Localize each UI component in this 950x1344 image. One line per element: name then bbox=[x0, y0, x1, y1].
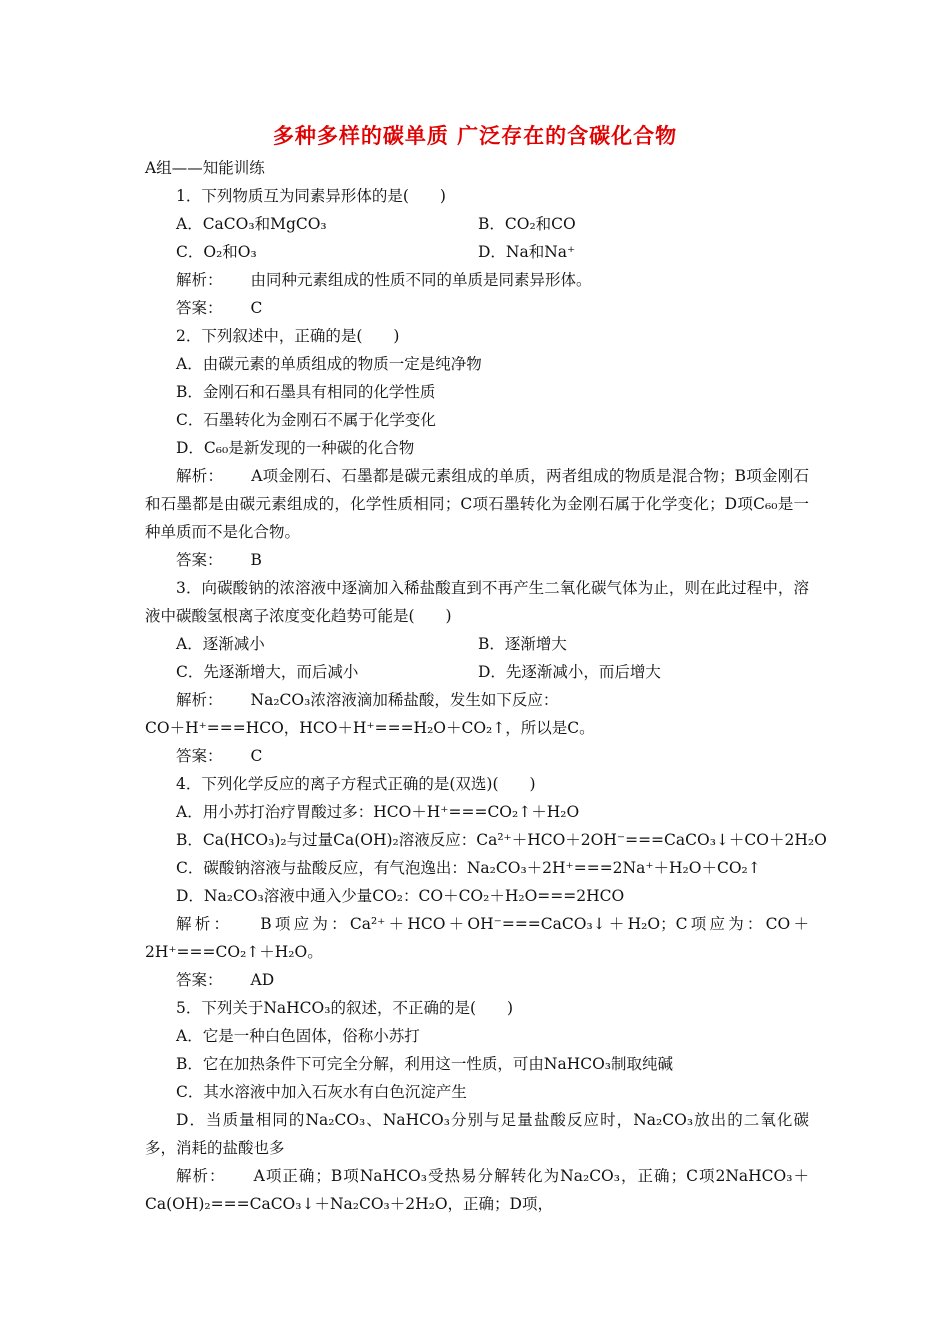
question-5-analysis bbox=[145, 1162, 809, 1218]
answer-label: 答案： bbox=[176, 551, 223, 569]
document-body bbox=[145, 154, 827, 1218]
question-3-option-b: B．逐渐增大 bbox=[478, 635, 567, 653]
question-4-option-b: B．Ca(HCO₃)₂与过量Ca(OH)₂溶液反应：Ca²⁺＋HCO＋2OH⁻===CaCO₃↓＋CO＋2H₂O bbox=[176, 831, 827, 849]
question-1-option-c: C．O₂和O₃ bbox=[176, 243, 257, 261]
question-5-option-b: B．它在加热条件下可完全分解，利用这一性质，可由NaHCO₃制取纯碱 bbox=[176, 1055, 673, 1073]
question-3-options-ab bbox=[145, 630, 809, 658]
question-4-answer bbox=[145, 966, 809, 994]
question-5-option-d: D．当质量相同的Na₂CO₃、NaHCO₃分别与足量盐酸反应时，Na₂CO₃放出的二氧化碳多，消耗的盐酸也多 bbox=[145, 1111, 809, 1157]
analysis-text: A项金刚石、石墨都是碳元素组成的单质，两者组成的物质是混合物；B项金刚石和石墨都是由碳元素组成的，化学性质相同；C项石墨转化为金刚石属于化学变化；D项C₆₀是一种单质而不是化合物。 bbox=[145, 467, 809, 541]
analysis-text: 由同种元素组成的性质不同的单质是同素异形体。 bbox=[250, 271, 592, 289]
question-1-option-d: D．Na和Na⁺ bbox=[478, 243, 576, 261]
question-1-answer bbox=[145, 294, 809, 322]
question-4-analysis bbox=[145, 910, 809, 966]
analysis-text: B项应为：Ca²⁺＋HCO＋OH⁻===CaCO₃↓＋H₂O；C项应为：CO＋2H⁺===CO₂↑＋H₂O。 bbox=[145, 915, 809, 961]
answer-label: 答案： bbox=[176, 299, 223, 317]
analysis-label: 解析： bbox=[176, 1167, 226, 1185]
question-2-analysis bbox=[145, 462, 809, 546]
question-3-option-c: C．先逐渐增大，而后减小 bbox=[176, 663, 359, 681]
analysis-label: 解析： bbox=[176, 691, 223, 709]
question-2-option-d: D．C₆₀是新发现的一种碳的化合物 bbox=[176, 439, 415, 457]
analysis-label: 解析： bbox=[176, 467, 224, 485]
section-heading: A组——知能训练 bbox=[145, 159, 265, 177]
question-2-option-b: B．金刚石和石墨具有相同的化学性质 bbox=[176, 383, 436, 401]
question-3-stem: 3．向碳酸钠的浓溶液中逐滴加入稀盐酸直到不再产生二氧化碳气体为止，则在此过程中，溶液中碳酸氢根离子浓度变化趋势可能是( ) bbox=[145, 579, 809, 625]
question-1-options-ab bbox=[145, 210, 809, 238]
question-3-answer bbox=[145, 742, 809, 770]
answer-label: 答案： bbox=[176, 747, 223, 765]
answer-value: B bbox=[250, 551, 262, 569]
question-5-option-c: C．其水溶液中加入石灰水有白色沉淀产生 bbox=[176, 1083, 467, 1101]
answer-value: AD bbox=[250, 971, 275, 989]
question-2-stem: 2．下列叙述中，正确的是( ) bbox=[176, 327, 400, 345]
question-3-analysis-equation: CO＋H⁺===HCO，HCO＋H⁺===H₂O＋CO₂↑，所以是C。 bbox=[145, 719, 595, 737]
answer-label: 答案： bbox=[176, 971, 223, 989]
question-1-analysis bbox=[145, 266, 809, 294]
question-5-option-a: A．它是一种白色固体，俗称小苏打 bbox=[176, 1027, 420, 1045]
question-3-options-cd bbox=[145, 658, 809, 686]
question-4-stem: 4．下列化学反应的离子方程式正确的是(双选)( ) bbox=[176, 775, 536, 793]
question-1-option-b: B．CO₂和CO bbox=[478, 215, 576, 233]
analysis-text: A项正确；B项NaHCO₃受热易分解转化为Na₂CO₃，正确；C项2NaHCO₃＋Ca(OH)₂===CaCO₃↓＋Na₂CO₃＋2H₂O，正确；D项， bbox=[145, 1167, 809, 1213]
question-3-option-d: D．先逐渐减小，而后增大 bbox=[478, 663, 661, 681]
analysis-text: Na₂CO₃浓溶液滴加稀盐酸，发生如下反应： bbox=[250, 691, 559, 709]
question-2-option-a: A．由碳元素的单质组成的物质一定是纯净物 bbox=[176, 355, 482, 373]
question-4-option-c: C．碳酸钠溶液与盐酸反应，有气泡逸出：Na₂CO₃＋2H⁺===2Na⁺＋H₂O＋CO₂↑ bbox=[176, 859, 761, 877]
question-5-stem: 5．下列关于NaHCO₃的叙述，不正确的是( ) bbox=[176, 999, 514, 1017]
question-2-answer bbox=[145, 546, 809, 574]
question-3-option-a: A．逐渐减小 bbox=[176, 635, 265, 653]
question-4-option-a: A．用小苏打治疗胃酸过多：HCO＋H⁺===CO₂↑＋H₂O bbox=[176, 803, 580, 821]
question-1-stem: 1．下列物质互为同素异形体的是( ) bbox=[176, 187, 446, 205]
question-1-option-a: A．CaCO₃和MgCO₃ bbox=[176, 215, 327, 233]
question-1-options-cd bbox=[145, 238, 809, 266]
question-2-option-c: C．石墨转化为金刚石不属于化学变化 bbox=[176, 411, 436, 429]
analysis-label: 解析： bbox=[176, 271, 223, 289]
answer-value: C bbox=[250, 299, 263, 317]
answer-value: C bbox=[250, 747, 263, 765]
question-4-option-d: D．Na₂CO₃溶液中通入少量CO₂：CO＋CO₂＋H₂O===2HCO bbox=[176, 887, 625, 905]
question-3-analysis bbox=[145, 686, 809, 714]
analysis-label: 解析： bbox=[176, 915, 233, 933]
document-title: 多种多样的碳单质 广泛存在的含碳化合物 bbox=[272, 124, 678, 148]
